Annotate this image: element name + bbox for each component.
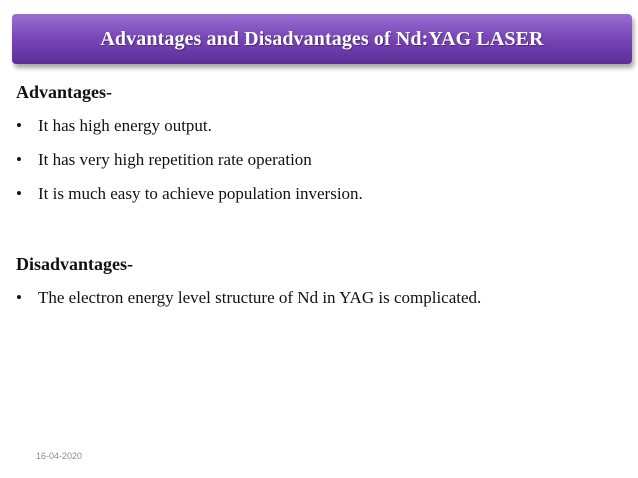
advantage-text: It has high energy output. <box>38 116 212 135</box>
advantage-text: It is much easy to achieve population inversion. <box>38 184 363 203</box>
disadvantages-heading: Disadvantages- <box>16 254 134 274</box>
advantages-heading: Advantages- <box>16 82 113 102</box>
advantage-item <box>16 116 212 136</box>
advantage-text: It has very high repetition rate operation <box>38 150 312 169</box>
advantage-item <box>16 150 312 170</box>
bullet-icon: • <box>16 288 22 307</box>
slide-date: 16-04-2020 <box>36 451 83 461</box>
bullet-icon: • <box>16 116 22 135</box>
bullet-icon: • <box>16 150 22 169</box>
disadvantage-text: The electron energy level structure of Nd in YAG is complicated. <box>38 288 482 307</box>
advantage-item <box>16 184 363 204</box>
disadvantage-item <box>16 288 481 308</box>
bullet-icon: • <box>16 184 22 203</box>
slide-title-bar <box>12 14 632 64</box>
slide-title: Advantages and Disadvantages of Nd:YAG LASER <box>100 27 544 50</box>
